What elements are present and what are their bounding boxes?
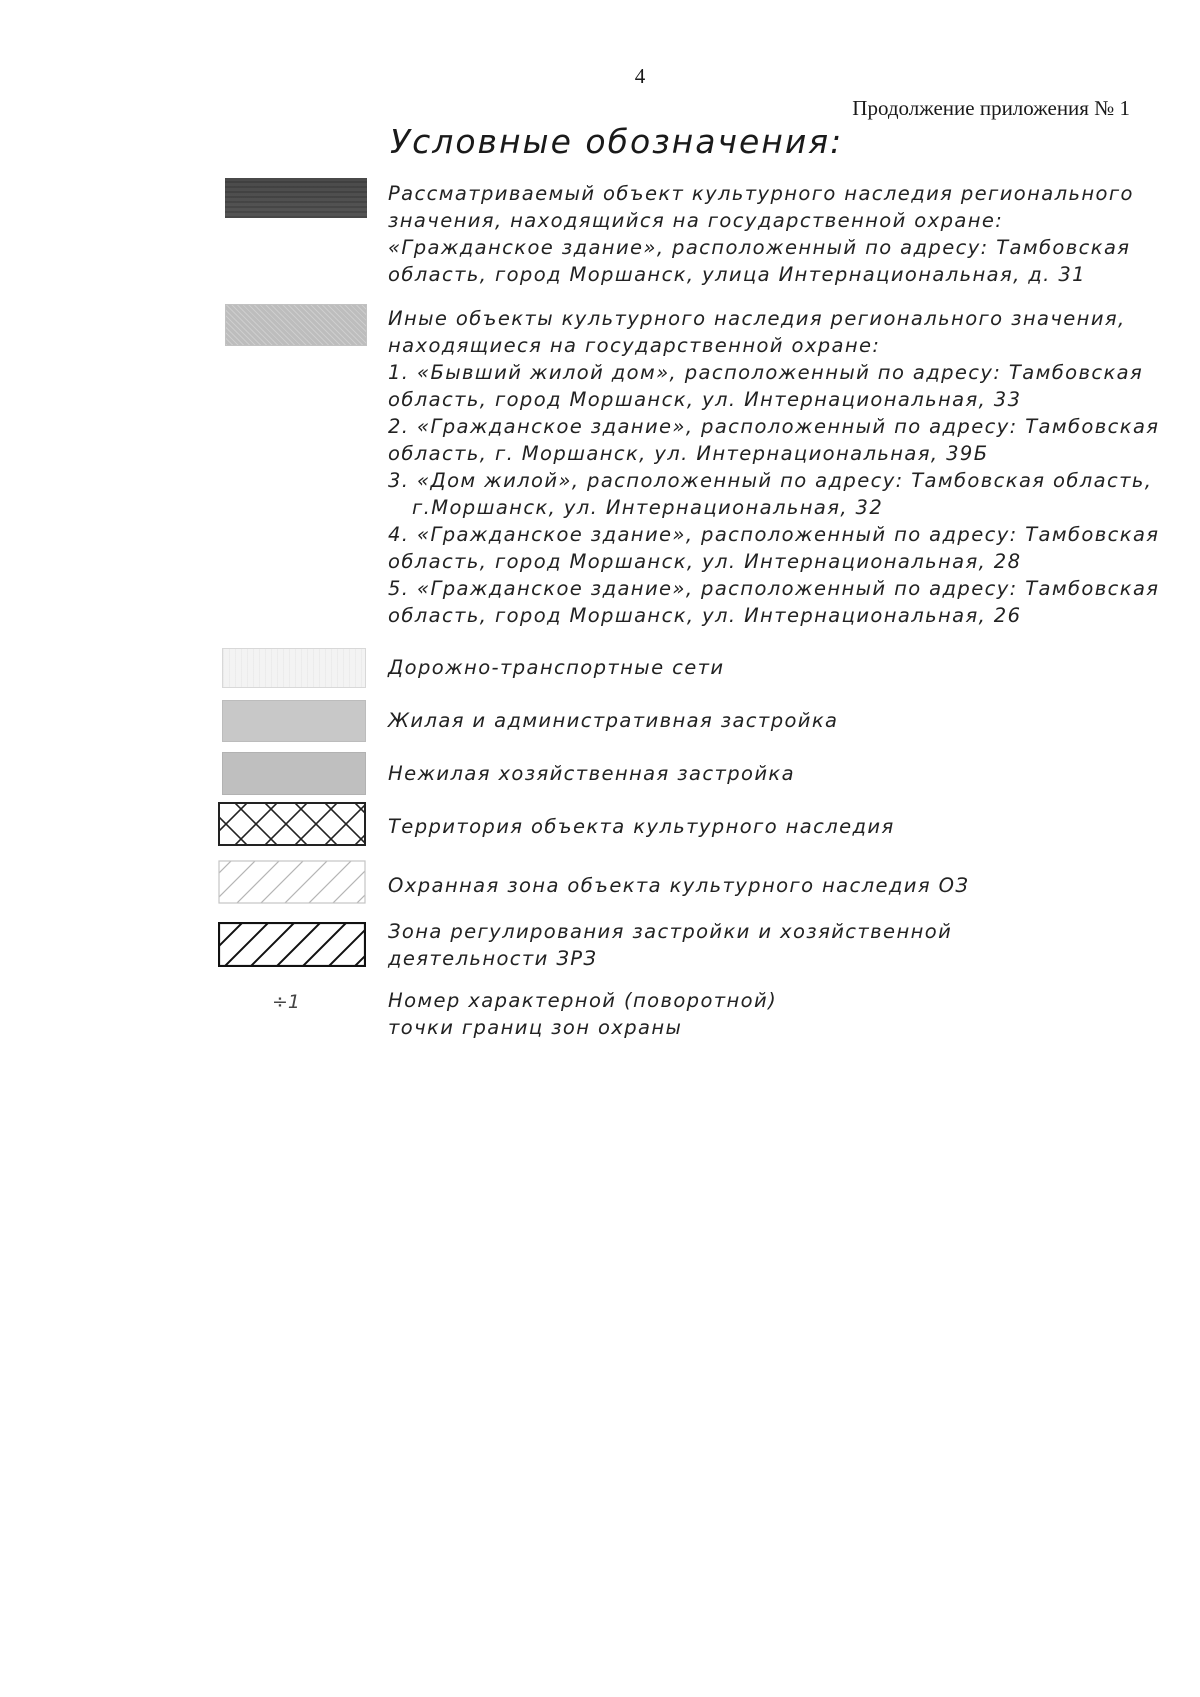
legend-line: область, город Моршанск, ул. Интернациональная, 28 — [388, 550, 1022, 573]
swatch-heritage-territory-crosshatch — [218, 802, 366, 846]
legend-line: область, город Моршанск, ул. Интернациональная, 33 — [388, 388, 1022, 411]
swatch-subject-heritage-object — [225, 178, 367, 218]
legend-item-subject-heritage-object — [388, 180, 1148, 288]
legend-line: 1. «Бывший жилой дом», расположенный по адресу: Тамбовская — [388, 361, 1144, 384]
legend-line: 5. «Гражданское здание», расположенный по адресу: Тамбовская — [388, 577, 1160, 600]
swatch-non-residential-buildings — [222, 752, 366, 795]
legend-line: Нежилая хозяйственная застройка — [388, 762, 795, 785]
legend-line: Охранная зона объекта культурного наследия ОЗ — [388, 874, 970, 897]
legend-item-protection-zone — [388, 872, 1148, 899]
continuation-label: Продолжение приложения № 1 — [852, 96, 1130, 120]
swatch-road-networks — [222, 648, 366, 688]
legend-line: значения, находящийся на государственной охране: — [388, 209, 1004, 232]
swatch-development-regulation-zone-hatch — [218, 922, 366, 967]
legend-line: Жилая и административная застройка — [388, 709, 839, 732]
legend-line: область, г. Моршанск, ул. Интернациональная, 39Б — [388, 442, 989, 465]
legend-item-turning-point — [388, 987, 1148, 1041]
legend-line: 2. «Гражданское здание», расположенный по адресу: Тамбовская — [388, 415, 1160, 438]
page-number: 4 — [634, 64, 646, 88]
legend-line: 3. «Дом жилой», расположенный по адресу: Тамбовская область, — [388, 469, 1153, 492]
swatch-protection-zone-hatch — [218, 860, 366, 904]
legend-line: 4. «Гражданское здание», расположенный по адресу: Тамбовская — [388, 523, 1160, 546]
legend-item-road-networks — [388, 654, 1148, 681]
legend-line: область, город Моршанск, ул. Интернациональная, 26 — [388, 604, 1022, 627]
swatch-other-heritage-objects — [225, 304, 367, 346]
legend-item-non-residential-buildings — [388, 760, 1148, 787]
legend-line: «Гражданское здание», расположенный по адресу: Тамбовская — [388, 236, 1131, 259]
legend-item-other-heritage-objects — [388, 305, 1160, 629]
legend-line: Иные объекты культурного наследия регионального значения, — [388, 307, 1126, 330]
legend-item-residential-buildings — [388, 707, 1148, 734]
legend-line: находящиеся на государственной охране: — [388, 334, 881, 357]
legend-line: г.Моршанск, ул. Интернациональная, 32 — [412, 496, 884, 519]
legend-line: Дорожно-транспортные сети — [388, 656, 725, 679]
legend-item-development-regulation-zone — [388, 918, 1148, 972]
legend-line: Зона регулирования застройки и хозяйственной — [388, 920, 953, 943]
swatch-residential-buildings — [222, 700, 366, 742]
legend-title: Условные обозначения: — [390, 122, 844, 161]
legend-line: Территория объекта культурного наследия — [388, 815, 895, 838]
legend-line: деятельности ЗРЗ — [388, 947, 598, 970]
legend-item-heritage-territory — [388, 813, 1148, 840]
legend-line: точки границ зон охраны — [388, 1016, 683, 1039]
turning-point-marker-icon: ÷1 — [272, 991, 301, 1013]
legend-line: Номер характерной (поворотной) — [388, 989, 778, 1012]
legend-line: область, город Моршанск, улица Интернациональная, д. 31 — [388, 263, 1086, 286]
legend-line: Рассматриваемый объект культурного наследия регионального — [388, 182, 1134, 205]
